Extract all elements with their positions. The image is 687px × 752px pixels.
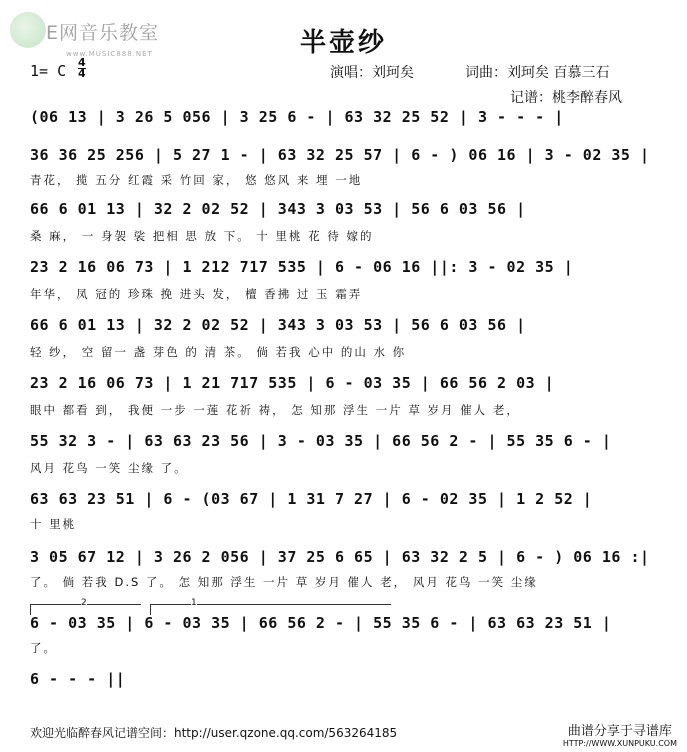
key-signature: 1= C [30, 62, 67, 80]
line-notes: 66 6 01 13 | 32 2 02 52 | 343 3 03 53 | 56 6 03 56 | [30, 200, 526, 218]
ending-number: 1 [191, 598, 197, 608]
logo-name: E网音乐教室 [46, 22, 160, 44]
line-lyrics: 轻 纱， 空 留一 盏 芽色 的 清 茶。 倘 若我 心中 的山 水 你 [30, 345, 407, 359]
line-notes: 3 05 67 12 | 3 26 2 056 | 37 25 6 65 | 63 32 2 5 | 6 - ) 06 16 :| [30, 548, 650, 566]
line-lyrics: 风月 花鸟 一笑 尘缘 了。 [30, 461, 188, 475]
footer-source-url[interactable]: HTTP://WWW.XUNPUKU.COM [562, 739, 677, 748]
footer-source [563, 720, 677, 748]
line-lyrics: 了。 [30, 641, 57, 655]
line-lyrics: 青花， 揽 五分 红霞 采 竹回 家， 悠 悠风 来 埋 一地 [30, 173, 363, 187]
line-notes: 6 - 03 35 | 6 - 03 35 | 66 56 2 - | 55 35 6 - | 63 63 23 51 | [30, 614, 612, 632]
line-lyrics: 十 里桃 [30, 517, 77, 531]
notation-credit: 记谱：桃李醉春风 [510, 90, 622, 106]
singer-credit: 演唱：刘珂矣 [330, 65, 414, 81]
footer-link[interactable]: 欢迎光临醉春风记谱空间：http://user.qzone.qq.com/563264185 [30, 726, 398, 740]
line-lyrics: 年华， 凤 冠的 珍珠 挽 进头 发， 檀 香拂 过 玉 霜弄 [30, 287, 363, 301]
line-notes: 63 63 23 51 | 6 - (03 67 | 1 31 7 27 | 6 - 02 35 | 1 2 52 | [30, 490, 593, 508]
line-notes: (06 13 | 3 26 5 056 | 3 25 6 - | 63 32 25 52 | 3 - - - | [30, 108, 564, 126]
logo-url: www.MUSIC888.NET [66, 50, 153, 58]
line-notes: 66 6 01 13 | 32 2 02 52 | 343 3 03 53 | 56 6 03 56 | [30, 316, 526, 334]
time-bottom: 4 [78, 67, 86, 80]
ending-number: 2 [81, 598, 87, 608]
line-notes: 36 36 25 256 | 5 27 1 - | 63 32 25 57 | 6 - ) 06 16 | 3 - 02 35 | [30, 146, 650, 164]
composer-credit: 词曲：刘珂矣 百慕三石 [465, 65, 610, 81]
song-title: 半壶纱 [299, 28, 387, 58]
time-signature [78, 58, 86, 79]
line-lyrics: 了。 倘 若我 D.S 了。 怎 知那 浮生 一片 草 岁月 催人 老， 风月 花鸟 一笑 尘缘 [30, 575, 538, 589]
line-lyrics: 桑 麻， 一 身袈 裟 把相 思 放 下。 十 里桃 花 待 嫁的 [30, 229, 374, 243]
time-top: 4 [78, 56, 86, 69]
line-notes: 23 2 16 06 73 | 1 21 717 535 | 6 - 03 35 | 66 56 2 03 | [30, 374, 555, 392]
line-notes: 23 2 16 06 73 | 1 212 717 535 | 6 - 06 16 ||: 3 - 02 35 | [30, 258, 574, 276]
line-notes: 55 32 3 - | 63 63 23 56 | 3 - 03 35 | 66 56 2 - | 55 35 6 - | [30, 432, 612, 450]
line-notes: 6 - - - || [30, 670, 126, 688]
footer-source-label: 曲谱分享于寻谱库 [567, 724, 672, 739]
line-lyrics: 眼中 都看 到， 我便 一步 一莲 花祈 祷， 怎 知那 浮生 一片 草 岁月 催人 老， [30, 403, 520, 417]
